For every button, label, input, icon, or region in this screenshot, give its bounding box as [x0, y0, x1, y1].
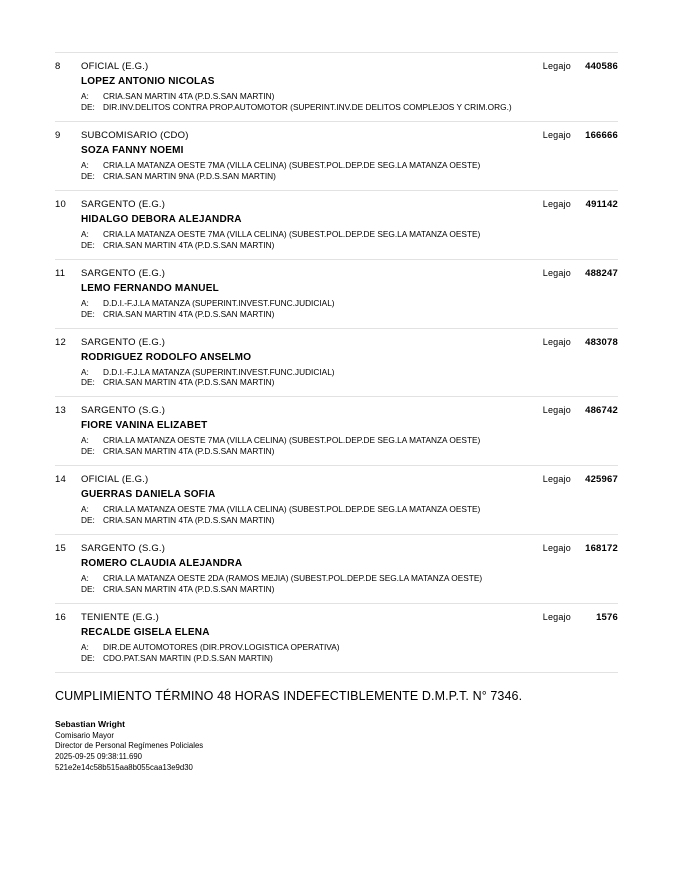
legajo-label: Legajo [542, 198, 571, 209]
destination-to-value: CRIA.SAN MARTIN 4TA (P.D.S.SAN MARTIN) [103, 91, 275, 101]
destination-to-label: A: [81, 642, 89, 652]
destination-from-row [81, 653, 618, 664]
entry-header [55, 474, 618, 485]
list-item [55, 397, 618, 466]
list-item [55, 535, 618, 604]
entry-rank: SARGENTO (E.G.) [81, 198, 166, 210]
destination-from-label: DE: [81, 101, 95, 112]
destination-from-label: DE: [81, 584, 95, 595]
signature-name: Sebastian Wright [55, 718, 126, 729]
signature-timestamp: 2025-09-25 09:38:11.690 [55, 752, 142, 762]
destination-from-label: DE: [81, 239, 95, 250]
destination-to-label: A: [81, 573, 89, 584]
legajo-label: Legajo [542, 474, 571, 485]
destination-from-label: DE: [81, 446, 95, 457]
destination-from-row [81, 240, 618, 251]
destination-from-value: CRIA.SAN MARTIN 4TA (P.D.S.SAN MARTIN) [103, 515, 275, 526]
entry-index: 16 [55, 612, 66, 623]
destination-from-value: CRIA.SAN MARTIN 4TA (P.D.S.SAN MARTIN) [103, 239, 275, 250]
destination-to-value: CRIA.LA MATANZA OESTE 7MA (VILLA CELINA) (SUBEST.POL.DEP.DE SEG.LA MATANZA OESTE) [103, 228, 481, 239]
destination-to-value: DIR.DE AUTOMOTORES (DIR.PROV.LOGISTICA OPERATIVA) [103, 642, 340, 652]
legajo-number: 440586 [585, 61, 618, 72]
entry-destinations [81, 160, 618, 182]
signature-rank: Comisario Mayor [55, 730, 114, 740]
destination-to-label: A: [81, 228, 89, 239]
entry-name: HIDALGO DEBORA ALEJANDRA [81, 213, 242, 225]
destination-to-row [81, 435, 618, 446]
destination-from-row [81, 584, 618, 595]
destination-to-label: A: [81, 366, 89, 377]
destination-from-value: DIR.INV.DELITOS CONTRA PROP.AUTOMOTOR (SUPERINT.INV.DE DELITOS COMPLEJOS Y CRIM.ORG.) [103, 101, 512, 112]
legajo-number: 486742 [585, 405, 618, 417]
destination-from-label: DE: [81, 170, 95, 181]
destination-from-row [81, 377, 618, 388]
destination-from-label: DE: [81, 308, 95, 319]
entry-header [55, 199, 618, 210]
legajo-label: Legajo [542, 336, 571, 347]
destination-to-row [81, 504, 618, 515]
entry-destinations [81, 435, 618, 457]
destination-to-label: A: [81, 91, 89, 101]
signature-position: Director de Personal Regímenes Policiales [55, 741, 204, 751]
entry-name: RECALDE GISELA ELENA [81, 627, 210, 638]
destination-to-row [81, 367, 618, 378]
destination-from-value: CRIA.SAN MARTIN 4TA (P.D.S.SAN MARTIN) [103, 584, 275, 595]
entry-rank: SUBCOMISARIO (CDO) [81, 129, 189, 141]
destination-from-value: CDO.PAT.SAN MARTIN (P.D.S.SAN MARTIN) [103, 652, 273, 663]
entry-rank: TENIENTE (E.G.) [81, 612, 159, 623]
entry-rank: SARGENTO (E.G.) [81, 267, 166, 279]
legajo-number: 483078 [585, 336, 618, 348]
legajo-number: 168172 [585, 543, 618, 555]
list-item [55, 329, 618, 398]
entry-destinations [81, 298, 618, 320]
legajo-label: Legajo [542, 612, 571, 622]
entry-name: GUERRAS DANIELA SOFIA [81, 489, 216, 501]
destination-to-row [81, 573, 618, 584]
entry-header [55, 612, 618, 623]
destination-to-value: D.D.I.-F.J.LA MATANZA (SUPERINT.INVEST.FUNC.JUDICIAL) [103, 297, 335, 308]
entry-destinations [81, 642, 618, 664]
footer-note: CUMPLIMIENTO TÉRMINO 48 HORAS INDEFECTIBLEMENTE D.M.P.T. N° 7346. [55, 688, 523, 703]
destination-to-label: A: [81, 504, 89, 515]
entry-name: SOZA FANNY NOEMI [81, 144, 184, 156]
destination-to-row [81, 642, 618, 653]
destination-from-value: CRIA.SAN MARTIN 4TA (P.D.S.SAN MARTIN) [103, 446, 275, 457]
destination-from-row [81, 171, 618, 182]
destination-from-label: DE: [81, 515, 95, 526]
entry-destinations [81, 504, 618, 526]
entry-name: LEMO FERNANDO MANUEL [81, 282, 219, 294]
legajo-number: 1576 [596, 612, 618, 623]
destination-from-row [81, 446, 618, 457]
destination-from-value: CRIA.SAN MARTIN 4TA (P.D.S.SAN MARTIN) [103, 377, 275, 388]
entry-destinations [81, 367, 618, 389]
list-item [55, 260, 618, 329]
destination-to-value: CRIA.LA MATANZA OESTE 7MA (VILLA CELINA) (SUBEST.POL.DEP.DE SEG.LA MATANZA OESTE) [103, 435, 481, 446]
entry-header [55, 130, 618, 141]
legajo-number: 488247 [585, 267, 618, 279]
entry-index: 15 [55, 543, 66, 555]
legajo-label: Legajo [542, 129, 571, 140]
signature-block [55, 719, 618, 774]
destination-from-row [81, 309, 618, 320]
legajo-number: 166666 [585, 129, 618, 141]
entry-header [55, 337, 618, 348]
destination-to-value: D.D.I.-F.J.LA MATANZA (SUPERINT.INVEST.FUNC.JUDICIAL) [103, 366, 335, 377]
entry-name: FIORE VANINA ELIZABET [81, 420, 208, 432]
entry-rank: OFICIAL (E.G.) [81, 474, 149, 486]
destination-to-value: CRIA.LA MATANZA OESTE 7MA (VILLA CELINA) (SUBEST.POL.DEP.DE SEG.LA MATANZA OESTE) [103, 159, 481, 170]
destination-from-value: CRIA.SAN MARTIN 9NA (P.D.S.SAN MARTIN) [103, 170, 276, 181]
destination-from-row [81, 102, 618, 113]
destination-from-row [81, 515, 618, 526]
entry-destinations [81, 229, 618, 251]
entry-header [55, 405, 618, 416]
destination-to-row [81, 91, 618, 102]
entry-index: 11 [55, 267, 66, 279]
entry-header [55, 543, 618, 554]
entry-rank: OFICIAL (E.G.) [81, 61, 149, 72]
entry-destinations [81, 91, 618, 113]
entry-index: 8 [55, 61, 61, 72]
destination-to-row [81, 298, 618, 309]
entry-rank: SARGENTO (S.G.) [81, 543, 166, 555]
destination-to-value: CRIA.LA MATANZA OESTE 7MA (VILLA CELINA) (SUBEST.POL.DEP.DE SEG.LA MATANZA OESTE) [103, 504, 481, 515]
list-item [55, 466, 618, 535]
destination-from-label: DE: [81, 377, 95, 388]
legajo-label: Legajo [542, 405, 571, 416]
list-item [55, 604, 618, 673]
destination-to-label: A: [81, 435, 89, 446]
entry-name: LOPEZ ANTONIO NICOLAS [81, 76, 215, 87]
legajo-label: Legajo [542, 543, 571, 554]
entry-index: 10 [55, 198, 66, 210]
entry-header [55, 61, 618, 72]
entry-rank: SARGENTO (S.G.) [81, 405, 166, 417]
entry-index: 13 [55, 405, 66, 417]
list-item [55, 52, 618, 122]
entry-index: 12 [55, 336, 66, 348]
list-item [55, 122, 618, 191]
entry-index: 14 [55, 474, 66, 486]
entry-destinations [81, 573, 618, 595]
destination-to-label: A: [81, 159, 89, 170]
destination-from-value: CRIA.SAN MARTIN 4TA (P.D.S.SAN MARTIN) [103, 308, 275, 319]
destination-to-row [81, 160, 618, 171]
list-item [55, 191, 618, 260]
signature-hash: 521e2e14c58b515aa8b055caa13e9d30 [55, 762, 193, 772]
destination-to-row [81, 229, 618, 240]
entry-index: 9 [55, 129, 61, 141]
legajo-label: Legajo [542, 61, 571, 71]
destination-to-label: A: [81, 297, 89, 308]
destination-from-label: DE: [81, 652, 95, 663]
legajo-label: Legajo [542, 267, 571, 278]
entry-header [55, 268, 618, 279]
legajo-number: 491142 [585, 198, 618, 210]
entry-name: RODRIGUEZ RODOLFO ANSELMO [81, 351, 252, 363]
legajo-number: 425967 [585, 474, 618, 486]
destination-to-value: CRIA.LA MATANZA OESTE 2DA (RAMOS MEJIA) (SUBEST.POL.DEP.DE SEG.LA MATANZA OESTE) [103, 573, 483, 584]
entry-rank: SARGENTO (E.G.) [81, 336, 166, 348]
entry-name: ROMERO CLAUDIA ALEJANDRA [81, 558, 243, 570]
